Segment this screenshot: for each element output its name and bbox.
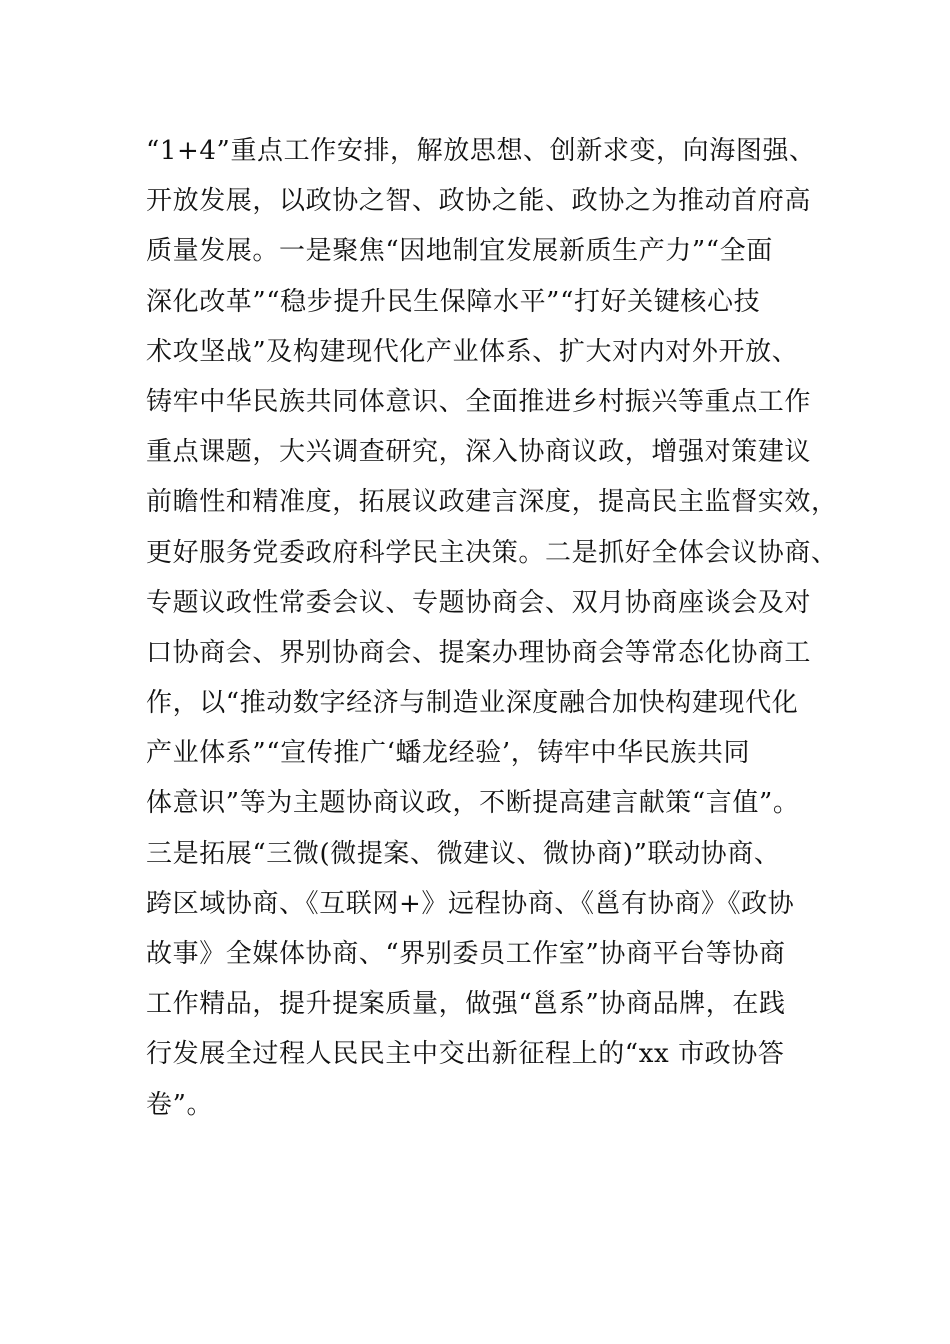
text-line: 质量发展。一是聚焦“因地制宜发展新质生产力”“全面: [146, 236, 773, 267]
text-line: 跨区域协商、《互联网+》远程协商、《邕有协商》《政协: [146, 888, 795, 919]
text-line: 行发展全过程人民民主中交出新征程上的“xx 市政协答: [146, 1039, 785, 1070]
text-line: 产业体系”“宣传推广‘蟠龙经验’，铸牢中华民族共同: [146, 738, 751, 769]
text-line: 重点课题，大兴调查研究，深入协商议政，增强对策建议: [146, 437, 812, 468]
body-paragraph: [146, 126, 838, 1130]
text-line: 口协商会、界别协商会、提案办理协商会等常态化协商工: [146, 637, 812, 668]
text-line: 体意识”等为主题协商议政，不断提高建言献策“言值”。: [146, 788, 800, 819]
text-line: “1+4”重点工作安排，解放思想、创新求变，向海图强、: [146, 136, 816, 166]
text-line: 前瞻性和精准度，拓展议政建言深度，提高民主监督实效，: [146, 487, 838, 518]
text-line: 故事》全媒体协商、“界别委员工作室”协商平台等协商: [146, 939, 786, 969]
text-line: 深化改革”“稳步提升民生保障水平”“打好关键核心技: [146, 286, 761, 317]
text-line: 三是拓展“三微(微提案、微建议、微协商)”联动协商、: [146, 838, 781, 869]
text-line: 术攻坚战”及构建现代化产业体系、扩大对内对外开放、: [146, 336, 799, 367]
text-line: 更好服务党委政府科学民主决策。二是抓好全体会议协商、: [146, 537, 838, 568]
text-line: 专题议政性常委会议、专题协商会、双月协商座谈会及对: [146, 587, 812, 618]
text-line: 卷”。: [146, 1089, 214, 1120]
text-line: 作，以“推动数字经济与制造业深度融合加快构建现代化: [146, 688, 799, 719]
text-line: 开放发展，以政协之智、政协之能、政协之为推动首府高: [146, 186, 812, 217]
text-line: 铸牢中华民族共同体意识、全面推进乡村振兴等重点工作: [146, 386, 812, 417]
text-line: 工作精品，提升提案质量，做强“邕系”协商品牌，在践: [146, 989, 786, 1020]
